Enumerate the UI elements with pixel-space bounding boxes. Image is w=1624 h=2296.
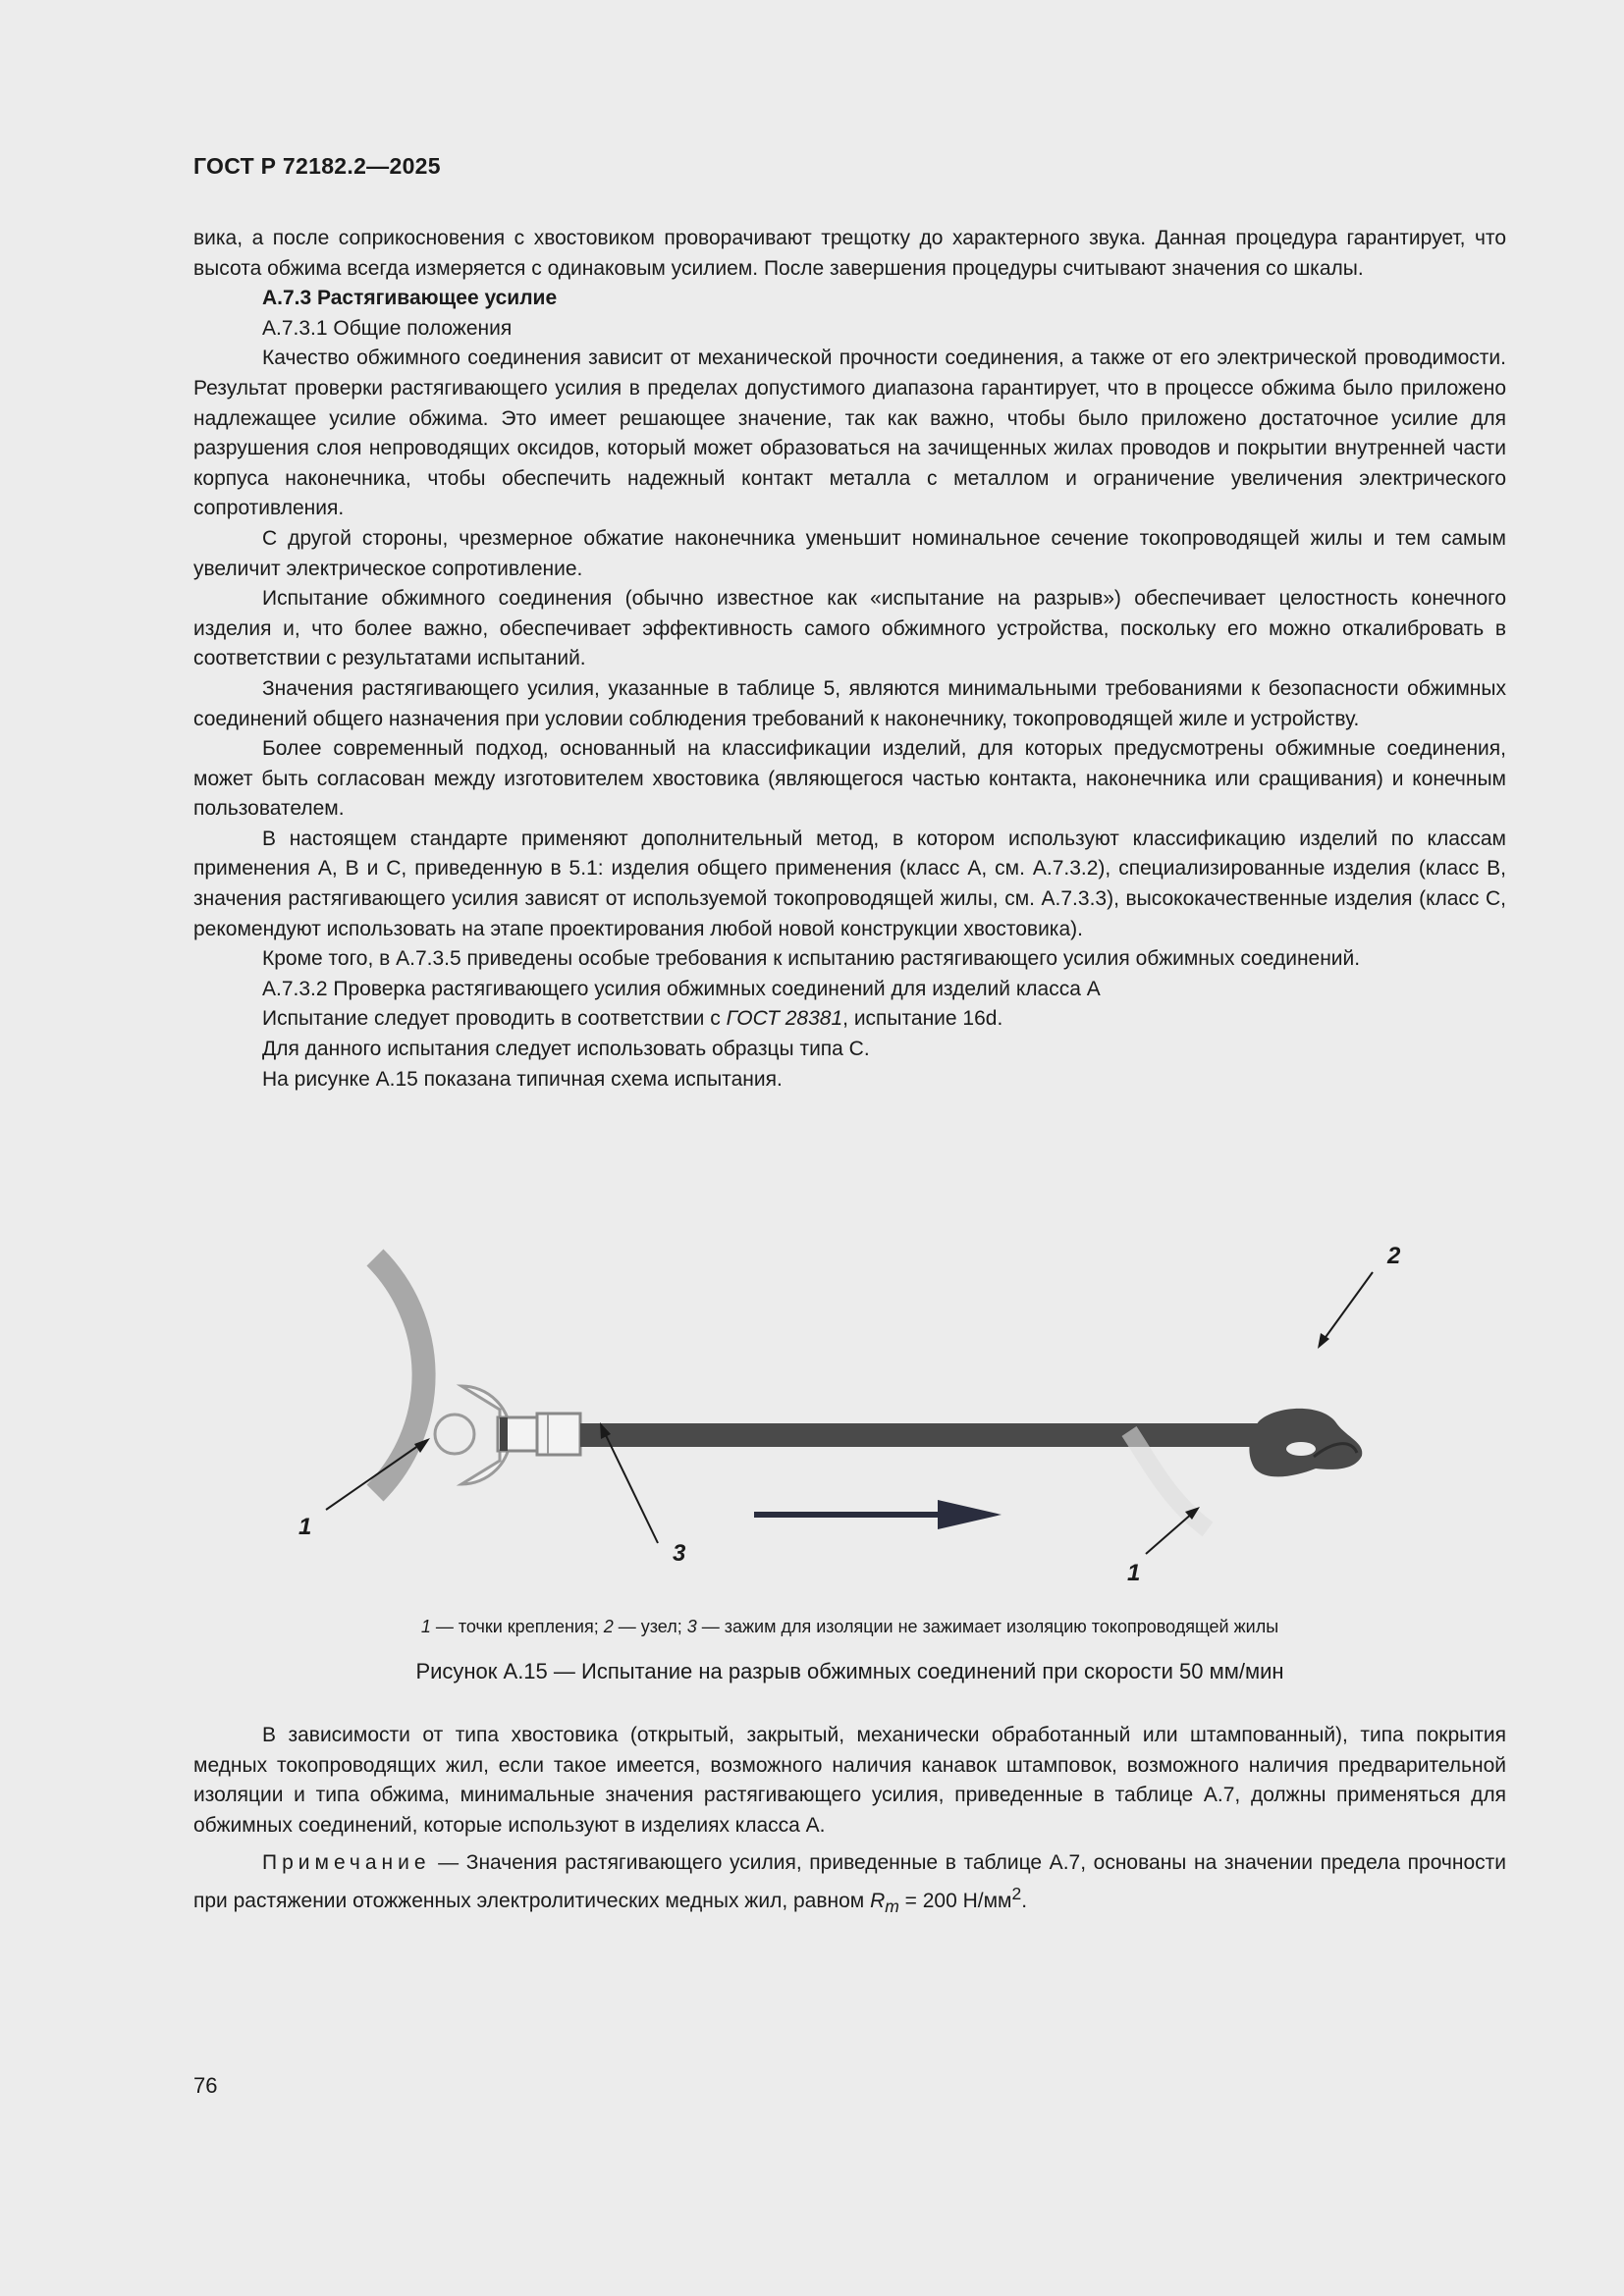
wire (580, 1423, 1268, 1447)
paragraph: Для данного испытания следует использовать образцы типа С. (262, 1038, 870, 1061)
paragraph: В настоящем стандарте применяют дополнительный метод, в котором используют классификацию изделий по классам применения А, В и С, приведенную в 5.1: изделия общего применения (класс А, см. А.7.3.2), специализированные изделия (класс В, значения растягивающего усилия зависят от используемой токопроводящей жилы, см. А.7.3.3), высококачественные изделия (класс С, рекомендуют использовать на этапе проектирования любой новой конструкции хвостовика). (193, 827, 1506, 940)
section-heading: А.7.3 Растягивающее усилие (262, 287, 558, 310)
lug-hole (435, 1415, 474, 1454)
paragraph: Испытание следует проводить в соответствии с ГОСТ 28381, испытание 16d. (262, 1007, 1003, 1031)
leader-1-right (1146, 1513, 1193, 1554)
paragraph: Качество обжимного соединения зависит от механической прочности соединения, а также от его электрической проводимости. Результат проверки растягивающего усилия в пределах допустимого диапазона гарантирует, что в процессе обжима было приложено надлежащее усилие обжима. Это имеет решающее значение, так как важно, чтобы было приложено достаточное усилие для разрушения слоя непроводящих оксидов, который может образоваться на зачищенных жилах проводов и покрытии внутренней части корпуса наконечника, чтобы обеспечить надежный контакт металла с металлом и ограничение увеличения электрического сопротивления. (193, 347, 1506, 520)
figure-a15 (285, 1235, 1414, 1588)
label-2: 2 (1387, 1243, 1401, 1269)
label-3: 3 (673, 1540, 686, 1567)
note: Примечание — Значения растягивающего усилия, приведенные в таблице А.7, основаны на значении предела прочности при растяжении отожженных электролитических медных жил, равном $R_m = 200$ $Н/мм^2$. (193, 1851, 1506, 1917)
direction-arrow-head (938, 1500, 1001, 1529)
insulation-grip (537, 1414, 580, 1455)
paragraph: Испытание обжимного соединения (обычно известное как «испытание на разрыв») обеспечивает целостность конечного изделия и, что более важно, обеспечивает эффективность самого обжимного устройства, поскольку его можно откалибровать в соответствии с результатами испытаний. (193, 587, 1506, 670)
paragraph: Кроме того, в А.7.3.5 приведены особые требования к испытанию растягивающего усилия обжимных соединений. (262, 947, 1361, 971)
note-label: Примечание (262, 1851, 431, 1875)
page-number: 76 (193, 2073, 218, 2098)
paragraph: С другой стороны, чрезмерное обжатие наконечника уменьшит номинальное сечение токопроводящей жилы и тем самым увеличит электрическое сопротивление. (193, 526, 1506, 580)
paragraph: Более современный подход, основанный на классификации изделий, для которых предусмотрены обжимные соединения, может быть согласован между изготовителем хвостовика (являющегося частью контакта, наконечника или сращивания) и конечным пользователем. (193, 737, 1506, 821)
leader-2 (1324, 1272, 1373, 1340)
insulation-band (500, 1417, 508, 1451)
knot-loop (1286, 1442, 1316, 1456)
label-1-right: 1 (1127, 1560, 1141, 1586)
paragraph: На рисунке А.15 показана типичная схема испытания. (262, 1067, 783, 1091)
figure-legend: 1 — точки крепления; 2 — узел; 3 — зажим для изоляции не зажимает изоляцию токопроводящей жилы (420, 1617, 1279, 1636)
subsection-heading: А.7.3.1 Общие положения (262, 316, 513, 340)
body-text-bottom (193, 1721, 1506, 1922)
leader-3 (604, 1431, 658, 1543)
body-text-top (193, 224, 1506, 1095)
figure-caption: Рисунок А.15 — Испытание на разрыв обжимных соединений при скорости 50 мм/мин (415, 1659, 1284, 1683)
label-1-left: 1 (298, 1514, 312, 1540)
subsection-heading: А.7.3.2 Проверка растягивающего усилия обжимных соединений для изделий класса А (262, 977, 1101, 1000)
paragraph: В зависимости от типа хвостовика (открытый, закрытый, механически обработанный или штампованный), типа покрытия медных токопроводящих жил, если такое имеется, возможного наличия канавок штамповок, возможного наличия предварительной изоляции и типа обжима, минимальные значения растягивающего усилия, приведенные в таблице А.7, должны применяться для обжимных соединений, которые используют в изделиях класса А. (193, 1724, 1506, 1837)
leader-1-left (326, 1443, 422, 1510)
standard-reference: ГОСТ 28381 (726, 1007, 843, 1031)
document-header: ГОСТ Р 72182.2—2025 (193, 153, 441, 179)
paragraph-continuation: вика, а после соприкосновения с хвостовиком проворачивают трещотку до характерного звука. Данная процедура гарантирует, что высота обжима всегда измеряется с одинаковым усилием. После завершения процедуры считывают значения со шкалы. (193, 227, 1506, 280)
paragraph: Значения растягивающего усилия, указанные в таблице 5, являются минимальными требованиями к безопасности обжимных соединений общего назначения при условии соблюдения требований к наконечнику, токопроводящей жиле и устройству. (193, 676, 1506, 730)
